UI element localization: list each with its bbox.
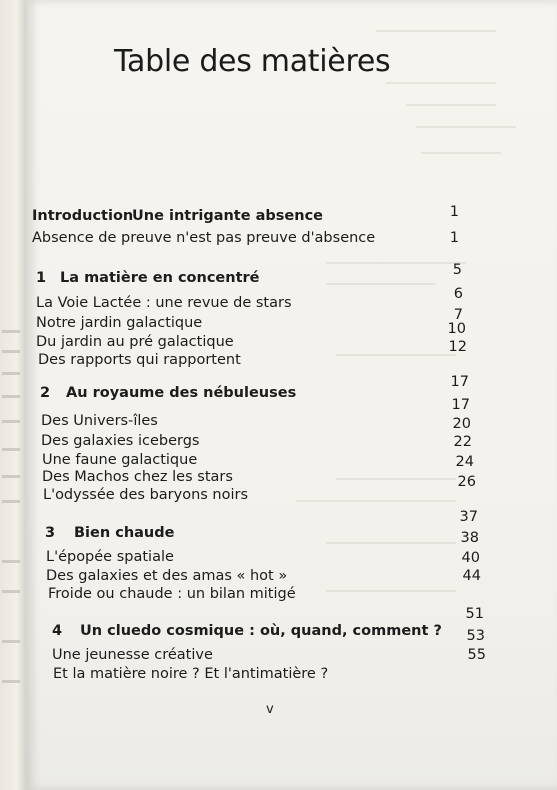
entry-page-number: 12 <box>448 339 467 355</box>
facing-page-text-trace <box>2 372 20 375</box>
toc-entry <box>26 307 557 335</box>
facing-page-text-trace <box>2 330 20 333</box>
facing-page-edge <box>0 0 28 790</box>
chapter-number: 4 <box>52 623 63 639</box>
entry-title: Des rapports qui rapportent <box>38 352 241 368</box>
entry-page-number: 44 <box>462 568 481 584</box>
chapter-number: 3 <box>45 525 56 541</box>
entry-title: Une jeunesse créative <box>52 647 213 663</box>
chapter-title: Bien chaude <box>74 525 175 541</box>
entry-title: Des Machos chez les stars <box>42 469 233 485</box>
facing-page-text-trace <box>2 420 20 423</box>
entry-page-number: 24 <box>455 454 474 470</box>
page-folio: v <box>266 702 274 717</box>
chapter-number: 2 <box>40 385 51 401</box>
toc-entry <box>26 286 557 315</box>
entry-title: L'épopée spatiale <box>46 549 174 565</box>
entry-page-number: 22 <box>453 434 472 450</box>
entry-page-number: 40 <box>461 550 480 566</box>
entry-page-number: 38 <box>460 530 479 546</box>
facing-page-text-trace <box>2 395 20 398</box>
chapter-title: Un cluedo cosmique : où, quand, comment ? <box>80 623 442 639</box>
entry-page-number: 6 <box>453 286 463 302</box>
entry-title: Du jardin au pré galactique <box>36 334 234 350</box>
entry-page-number: 20 <box>452 416 471 432</box>
toc-entry <box>26 230 557 250</box>
entry-page-number: 55 <box>467 647 486 663</box>
show-through <box>406 104 496 106</box>
entry-page-number: 53 <box>466 628 485 644</box>
show-through <box>421 152 501 154</box>
entry-page-number: 26 <box>457 474 476 490</box>
intro-title: Une intrigante absence <box>132 208 324 224</box>
toc-entry <box>26 397 557 433</box>
toc-page <box>26 0 557 790</box>
entry-title: Des galaxies et des amas « hot » <box>46 568 288 584</box>
toc-chapter-1 <box>26 262 557 290</box>
entry-title: Des Univers-îles <box>41 413 158 429</box>
intro-label: Introduction <box>32 208 134 224</box>
facing-page-text-trace <box>2 590 20 593</box>
chapter-page-number: 51 <box>465 606 484 622</box>
entry-title: Notre jardin galactique <box>36 315 203 331</box>
facing-page-text-trace <box>2 448 20 451</box>
entry-page-number: 1 <box>449 230 459 246</box>
entry-title: Une faune galactique <box>42 452 198 468</box>
entry-title: Froide ou chaude : un bilan mitigé <box>48 586 296 602</box>
facing-page-text-trace <box>2 500 20 503</box>
chapter-number: 1 <box>36 270 47 286</box>
show-through <box>416 126 516 128</box>
toc-intro-heading <box>26 204 557 228</box>
show-through <box>386 82 496 84</box>
facing-page-text-trace <box>2 475 20 478</box>
toc-chapter-2 <box>26 374 557 405</box>
entry-title: La Voie Lactée : une revue de stars <box>36 295 292 311</box>
entry-title: L'odyssée des baryons noirs <box>43 487 249 503</box>
facing-page-text-trace <box>2 680 20 683</box>
chapter-page-number: 5 <box>452 262 462 278</box>
entry-page-number: 10 <box>447 321 466 337</box>
facing-page-text-trace <box>2 640 20 643</box>
entry-page-number: 7 <box>453 307 463 323</box>
page-title: Table des matières <box>114 44 391 79</box>
chapter-title: La matière en concentré <box>60 270 260 286</box>
facing-page-text-trace <box>2 350 20 353</box>
show-through <box>376 30 496 32</box>
entry-title: Et la matière noire ? Et l'antimatière ? <box>53 666 329 682</box>
chapter-title: Au royaume des nébuleuses <box>66 385 297 401</box>
facing-page-text-trace <box>2 560 20 563</box>
entry-title: Absence de preuve n'est pas preuve d'absence <box>32 230 376 246</box>
chapter-page-number: 37 <box>459 509 478 525</box>
entry-page-number: 17 <box>451 397 470 413</box>
chapter-page-number: 17 <box>450 374 469 390</box>
intro-page-number: 1 <box>449 204 459 220</box>
entry-title: Des galaxies icebergs <box>41 433 200 449</box>
